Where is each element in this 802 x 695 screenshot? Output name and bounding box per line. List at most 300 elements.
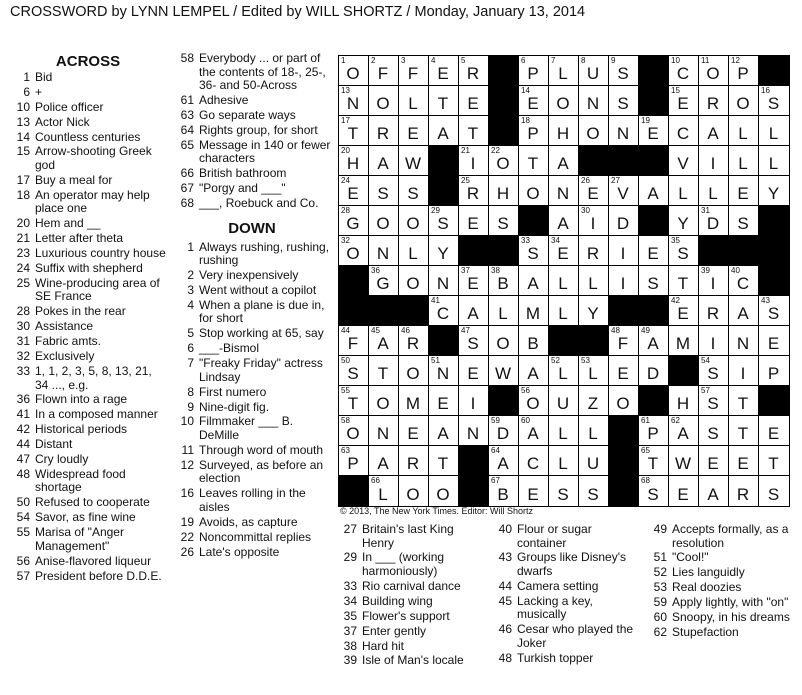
clue-text: Countless centuries [35, 129, 141, 144]
grid-cell[interactable] [609, 86, 639, 116]
grid-cell[interactable] [459, 116, 489, 146]
grid-cell[interactable] [399, 86, 429, 116]
grid-cell[interactable] [459, 326, 489, 356]
grid-cell[interactable] [699, 476, 729, 506]
grid-cell[interactable] [579, 446, 609, 476]
grid-cell[interactable] [579, 356, 609, 386]
cell-number: 63 [341, 446, 350, 455]
across-clue-25 [8, 277, 168, 304]
grid-cell[interactable] [579, 236, 609, 266]
grid-cell[interactable] [519, 266, 549, 296]
cell-letter: E [647, 244, 660, 263]
grid-cell[interactable] [669, 146, 699, 176]
grid-cell[interactable] [369, 326, 399, 356]
grid-cell[interactable] [369, 146, 399, 176]
clue-number: 68 [180, 196, 194, 211]
grid-cell[interactable] [339, 386, 369, 416]
grid-cell[interactable] [489, 476, 519, 506]
grid-cell[interactable] [459, 176, 489, 206]
grid-cell[interactable] [339, 206, 369, 236]
grid-cell[interactable] [369, 266, 399, 296]
clue-text: Everybody ... or part of the contents of 18-, 25-, 36- and 50-Across [199, 51, 326, 93]
grid-cell[interactable] [339, 86, 369, 116]
grid-cell[interactable] [699, 416, 729, 446]
grid-cell[interactable] [459, 296, 489, 326]
cell-letter: R [406, 454, 421, 473]
grid-cell[interactable] [699, 386, 729, 416]
grid-cell[interactable] [639, 236, 669, 266]
grid-cell[interactable] [519, 476, 549, 506]
cell-letter: E [467, 274, 480, 293]
grid-cell[interactable] [429, 86, 459, 116]
grid-cell[interactable] [579, 86, 609, 116]
grid-cell[interactable] [519, 56, 549, 86]
grid-cell[interactable] [699, 116, 729, 146]
grid-cell[interactable] [549, 386, 579, 416]
across-clue-66 [172, 167, 332, 181]
grid-cell[interactable] [699, 86, 729, 116]
cell-letter: Y [587, 304, 600, 323]
grid-cell[interactable] [339, 176, 369, 206]
grid-cell[interactable] [429, 266, 459, 296]
cell-letter: L [558, 274, 569, 293]
grid-cell[interactable] [369, 356, 399, 386]
grid-cell[interactable] [759, 416, 789, 446]
grid-cell[interactable] [609, 386, 639, 416]
grid-cell[interactable] [369, 116, 399, 146]
cell-number: 18 [521, 116, 530, 125]
grid-cell[interactable] [429, 116, 459, 146]
crossword-grid[interactable] [338, 55, 790, 507]
grid-cell[interactable] [339, 236, 369, 266]
grid-cell[interactable] [549, 416, 579, 446]
grid-cell[interactable] [459, 266, 489, 296]
grid-cell[interactable] [759, 326, 789, 356]
cell-number: 41 [431, 296, 440, 305]
cell-letter: R [406, 334, 421, 353]
clue-text: Savor, as fine wine [35, 510, 136, 525]
grid-cell[interactable] [639, 176, 669, 206]
cell-number: 14 [521, 86, 530, 95]
grid-cell[interactable] [729, 266, 759, 296]
cell-letter: B [527, 334, 540, 353]
cell-number: 56 [521, 386, 530, 395]
grid-cell[interactable] [699, 326, 729, 356]
cell-letter: E [587, 184, 600, 203]
grid-cell[interactable] [579, 386, 609, 416]
clue-column-2 [172, 52, 332, 560]
grid-cell[interactable] [399, 326, 429, 356]
grid-cell[interactable] [489, 296, 519, 326]
across-clue-42 [8, 423, 168, 437]
cell-letter: E [467, 364, 480, 383]
clue-number: 1 [23, 70, 30, 84]
clue-number: 54 [16, 510, 30, 525]
grid-cell[interactable] [609, 356, 639, 386]
grid-cell[interactable] [519, 146, 549, 176]
down-clue-10 [172, 415, 332, 442]
grid-cell[interactable] [609, 326, 639, 356]
cell-letter: H [496, 184, 511, 203]
cell-letter: G [376, 274, 391, 293]
grid-cell[interactable] [549, 176, 579, 206]
grid-cell[interactable] [729, 86, 759, 116]
grid-cell[interactable] [399, 356, 429, 386]
cell-letter: E [767, 334, 781, 353]
grid-cell[interactable] [429, 416, 459, 446]
grid-cell[interactable] [399, 266, 429, 296]
grid-cell[interactable] [369, 86, 399, 116]
grid-cell[interactable] [459, 356, 489, 386]
cell-letter: I [710, 154, 717, 173]
grid-cell[interactable] [609, 266, 639, 296]
across-clue-24 [8, 262, 168, 276]
grid-cell[interactable] [519, 86, 549, 116]
grid-cell[interactable] [429, 356, 459, 386]
cell-letter: D [496, 424, 511, 443]
grid-cell[interactable] [339, 416, 369, 446]
clue-number: 7 [187, 356, 194, 371]
grid-cell[interactable] [339, 356, 369, 386]
grid-cell[interactable] [519, 296, 549, 326]
down-clue-9 [172, 401, 332, 415]
grid-cell[interactable] [489, 326, 519, 356]
black-square [609, 146, 639, 176]
clue-text: Message in 140 or fewer characters [199, 137, 331, 166]
clue-number: 45 [498, 593, 512, 608]
grid-cell[interactable] [699, 296, 729, 326]
grid-cell[interactable] [489, 176, 519, 206]
clue-number: 6 [187, 341, 194, 356]
grid-cell[interactable] [459, 206, 489, 236]
grid-cell[interactable] [759, 146, 789, 176]
cell-letter: S [467, 334, 480, 353]
grid-cell[interactable] [669, 56, 699, 86]
grid-cell[interactable] [729, 116, 759, 146]
cell-letter: O [376, 214, 391, 233]
cell-letter: L [558, 364, 569, 383]
grid-cell[interactable] [579, 176, 609, 206]
black-square [579, 146, 609, 176]
grid-cell[interactable] [609, 56, 639, 86]
grid-cell[interactable] [369, 476, 399, 506]
grid-cell[interactable] [459, 146, 489, 176]
grid-cell[interactable] [399, 236, 429, 266]
grid-cell[interactable] [699, 446, 729, 476]
clue-text: When a plane is due in, for short [199, 297, 325, 326]
cell-letter: E [737, 184, 750, 203]
grid-cell[interactable] [669, 236, 699, 266]
cell-number: 50 [341, 356, 350, 365]
clue-number: 23 [16, 246, 30, 261]
grid-cell[interactable] [549, 56, 579, 86]
grid-cell[interactable] [429, 296, 459, 326]
clue-text: "Freaky Friday" actress Lindsay [199, 356, 323, 384]
grid-cell[interactable] [429, 476, 459, 506]
grid-cell[interactable] [339, 116, 369, 146]
cell-letter: S [737, 214, 750, 233]
clue-text: Groups like Disney's dwarfs [517, 550, 626, 579]
grid-cell[interactable] [579, 476, 609, 506]
grid-cell[interactable] [729, 356, 759, 386]
black-square [639, 386, 669, 416]
grid-cell[interactable] [639, 356, 669, 386]
grid-cell[interactable] [579, 206, 609, 236]
grid-cell[interactable] [549, 356, 579, 386]
cell-letter: A [377, 334, 390, 353]
grid-cell[interactable] [549, 86, 579, 116]
grid-cell[interactable] [369, 386, 399, 416]
grid-cell[interactable] [669, 386, 699, 416]
grid-cell[interactable] [399, 206, 429, 236]
grid-cell[interactable] [489, 206, 519, 236]
grid-cell[interactable] [369, 416, 399, 446]
clue-number: 48 [498, 650, 512, 665]
cell-letter: A [647, 334, 660, 353]
grid-cell[interactable] [729, 416, 759, 446]
grid-cell[interactable] [579, 296, 609, 326]
clue-number: 52 [653, 565, 667, 580]
clue-number: 59 [653, 595, 667, 610]
black-square [459, 476, 489, 506]
grid-cell[interactable] [759, 116, 789, 146]
cell-number: 30 [581, 206, 590, 215]
cell-number: 29 [431, 206, 440, 215]
cell-number: 20 [341, 146, 350, 155]
cell-letter: H [346, 154, 361, 173]
grid-cell[interactable] [369, 206, 399, 236]
grid-cell[interactable] [429, 446, 459, 476]
grid-cell[interactable] [549, 296, 579, 326]
cell-letter: I [590, 214, 597, 233]
clue-number: 2 [187, 268, 194, 283]
grid-cell[interactable] [729, 446, 759, 476]
grid-cell[interactable] [729, 386, 759, 416]
grid-cell[interactable] [519, 356, 549, 386]
grid-cell[interactable] [369, 236, 399, 266]
cell-number: 22 [491, 146, 500, 155]
grid-cell[interactable] [729, 206, 759, 236]
clue-text: Cry loudly [35, 451, 89, 466]
grid-cell[interactable] [669, 176, 699, 206]
black-square [549, 326, 579, 356]
grid-cell[interactable] [699, 206, 729, 236]
cell-letter: E [467, 94, 480, 113]
cell-letter: O [346, 244, 361, 263]
grid-cell[interactable] [579, 116, 609, 146]
grid-cell[interactable] [399, 176, 429, 206]
across-clue-15 [8, 145, 168, 172]
grid-cell[interactable] [459, 416, 489, 446]
cell-number: 19 [641, 116, 650, 125]
clue-text: Cesar who played the Joker [517, 622, 634, 650]
grid-cell[interactable] [639, 416, 669, 446]
grid-cell[interactable] [669, 446, 699, 476]
grid-cell[interactable] [759, 86, 789, 116]
grid-cell[interactable] [729, 146, 759, 176]
grid-cell[interactable] [579, 266, 609, 296]
clue-number: 43 [498, 550, 512, 565]
grid-cell[interactable] [429, 56, 459, 86]
cell-letter: I [470, 154, 477, 173]
cell-letter: E [437, 64, 450, 83]
grid-cell[interactable] [429, 236, 459, 266]
grid-cell[interactable] [699, 146, 729, 176]
grid-cell[interactable] [699, 266, 729, 296]
down-clue-22 [172, 531, 332, 545]
cell-letter: S [497, 214, 510, 233]
across-clue-28 [8, 305, 168, 319]
down-clue-11 [172, 444, 332, 458]
grid-cell[interactable] [729, 56, 759, 86]
clue-text: Go separate ways [199, 107, 296, 122]
grid-cell[interactable] [489, 416, 519, 446]
grid-cell[interactable] [699, 176, 729, 206]
cell-letter: S [707, 394, 720, 413]
grid-cell[interactable] [729, 296, 759, 326]
grid-cell[interactable] [369, 446, 399, 476]
down-clue-list-3 [335, 523, 485, 668]
grid-cell[interactable] [489, 356, 519, 386]
cell-letter: P [527, 64, 540, 83]
grid-cell[interactable] [519, 176, 549, 206]
clue-number: 38 [343, 638, 357, 653]
clue-text: Flower's support [362, 608, 450, 623]
grid-cell[interactable] [669, 116, 699, 146]
grid-cell[interactable] [759, 296, 789, 326]
grid-cell[interactable] [429, 206, 459, 236]
grid-cell[interactable] [579, 56, 609, 86]
grid-cell[interactable] [639, 446, 669, 476]
grid-cell[interactable] [699, 56, 729, 86]
grid-cell[interactable] [729, 176, 759, 206]
grid-cell[interactable] [369, 56, 399, 86]
cell-number: 67 [491, 476, 500, 485]
cell-letter: P [737, 64, 750, 83]
cell-letter: H [676, 394, 691, 413]
clue-text: Hard hit [362, 638, 405, 653]
clue-text: Building wing [362, 593, 433, 608]
grid-cell[interactable] [669, 416, 699, 446]
clue-text: Anise-flavored liqueur [35, 553, 152, 568]
grid-cell[interactable] [549, 146, 579, 176]
grid-cell[interactable] [699, 356, 729, 386]
grid-cell[interactable] [669, 266, 699, 296]
grid-cell[interactable] [759, 446, 789, 476]
grid-cell[interactable] [669, 476, 699, 506]
grid-cell[interactable] [339, 146, 369, 176]
grid-cell[interactable] [489, 266, 519, 296]
grid-cell[interactable] [459, 386, 489, 416]
cell-number: 12 [731, 56, 740, 65]
grid-cell[interactable] [369, 176, 399, 206]
cell-letter: E [527, 485, 540, 504]
grid-cell[interactable] [549, 206, 579, 236]
clue-number: 15 [16, 144, 30, 159]
grid-cell[interactable] [609, 116, 639, 146]
black-square [639, 296, 669, 326]
grid-cell[interactable] [759, 356, 789, 386]
grid-cell[interactable] [609, 176, 639, 206]
grid-cell[interactable] [339, 446, 369, 476]
grid-cell[interactable] [639, 116, 669, 146]
grid-cell[interactable] [729, 476, 759, 506]
grid-cell[interactable] [399, 146, 429, 176]
cell-letter: O [376, 94, 391, 113]
cell-letter: A [677, 424, 690, 443]
across-clue-65 [172, 139, 332, 166]
cell-letter: O [346, 424, 361, 443]
clue-text: Flown into a rage [35, 392, 128, 407]
grid-cell[interactable] [429, 386, 459, 416]
grid-cell[interactable] [489, 146, 519, 176]
grid-cell[interactable] [669, 206, 699, 236]
grid-cell[interactable] [519, 446, 549, 476]
grid-cell[interactable] [609, 236, 639, 266]
grid-cell[interactable] [639, 266, 669, 296]
black-square [639, 146, 669, 176]
clue-number: 4 [187, 297, 194, 312]
cell-letter: E [347, 184, 360, 203]
grid-cell[interactable] [489, 446, 519, 476]
grid-cell[interactable] [399, 386, 429, 416]
cell-letter: T [437, 454, 450, 473]
grid-cell[interactable] [759, 476, 789, 506]
down-clue-33 [335, 580, 485, 594]
grid-cell[interactable] [549, 116, 579, 146]
grid-cell[interactable] [399, 476, 429, 506]
cell-number: 28 [341, 206, 350, 215]
clue-number: 19 [180, 514, 194, 529]
across-clue-list-continued [172, 52, 332, 211]
grid-cell[interactable] [639, 476, 669, 506]
grid-cell[interactable] [519, 236, 549, 266]
clue-column-3 [335, 523, 485, 669]
grid-cell[interactable] [759, 176, 789, 206]
grid-cell[interactable] [459, 56, 489, 86]
cell-letter: A [527, 364, 540, 383]
clue-number: 61 [180, 93, 194, 108]
grid-cell[interactable] [609, 206, 639, 236]
grid-cell[interactable] [639, 326, 669, 356]
grid-cell[interactable] [669, 296, 699, 326]
grid-cell[interactable] [399, 56, 429, 86]
grid-cell[interactable] [549, 266, 579, 296]
grid-cell[interactable] [399, 416, 429, 446]
grid-cell[interactable] [459, 86, 489, 116]
grid-cell[interactable] [399, 116, 429, 146]
grid-cell[interactable] [339, 326, 369, 356]
cell-number: 4 [431, 56, 436, 65]
grid-cell[interactable] [669, 326, 699, 356]
cell-number: 51 [431, 356, 440, 365]
grid-cell[interactable] [549, 236, 579, 266]
grid-cell[interactable] [519, 326, 549, 356]
black-square [609, 296, 639, 326]
grid-cell[interactable] [519, 116, 549, 146]
grid-cell[interactable] [549, 476, 579, 506]
grid-cell[interactable] [399, 446, 429, 476]
grid-cell[interactable] [549, 446, 579, 476]
grid-cell[interactable] [669, 86, 699, 116]
grid-cell[interactable] [579, 416, 609, 446]
grid-cell[interactable] [519, 416, 549, 446]
grid-cell[interactable] [729, 326, 759, 356]
grid-cell[interactable] [519, 386, 549, 416]
down-clue-39 [335, 654, 485, 668]
across-clue-47 [8, 453, 168, 467]
grid-cell[interactable] [339, 56, 369, 86]
